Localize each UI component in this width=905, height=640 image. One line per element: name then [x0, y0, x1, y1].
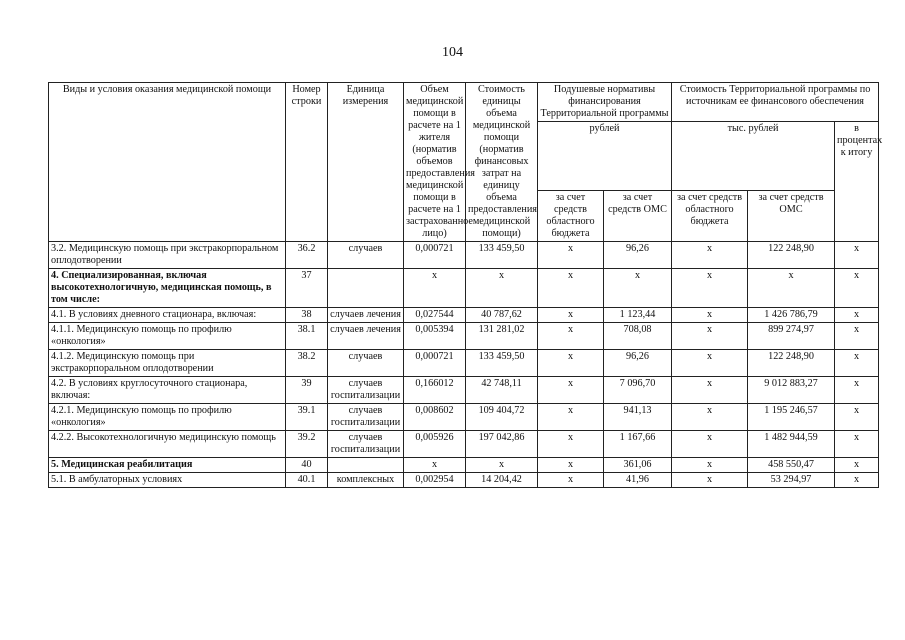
row-number: 40.1 [286, 473, 328, 488]
table-row [49, 242, 879, 269]
table-row [49, 350, 879, 377]
row-percent: х [835, 377, 879, 404]
row-per-capita-oms: 361,06 [604, 458, 672, 473]
header-oms-2: за счет средств ОМС [748, 191, 835, 242]
row-unit-cost: 197 042,86 [466, 431, 538, 458]
row-cost-oms: 1 482 944,59 [748, 431, 835, 458]
table-header [49, 83, 883, 242]
row-unit: случаев лечения [328, 308, 404, 323]
row-name: 4.2.2. Высокотехнологичную медицинскую помощь [49, 431, 286, 458]
row-per-capita-budget: х [538, 431, 604, 458]
row-name: 4.2.1. Медицинскую помощь по профилю «онкология» [49, 404, 286, 431]
row-unit: комплексных [328, 473, 404, 488]
row-volume: х [404, 269, 466, 308]
table-row [49, 458, 879, 473]
row-per-capita-budget: х [538, 323, 604, 350]
row-unit: случаев лечения [328, 323, 404, 350]
row-percent: х [835, 431, 879, 458]
row-per-capita-budget: х [538, 404, 604, 431]
row-cost-budget: х [672, 404, 748, 431]
row-cost-oms: 458 550,47 [748, 458, 835, 473]
row-volume: 0,008602 [404, 404, 466, 431]
row-per-capita-budget: х [538, 377, 604, 404]
row-name: 4.1. В условиях дневного стационара, включая: [49, 308, 286, 323]
row-name: 4. Специализированная, включая высокотехнологичную, медицинская помощь, в том числе: [49, 269, 286, 308]
row-cost-budget: х [672, 377, 748, 404]
row-unit [328, 269, 404, 308]
row-number: 40 [286, 458, 328, 473]
row-cost-budget: х [672, 458, 748, 473]
row-name: 3.2. Медицинскую помощь при экстракорпоральном оплодотворении [49, 242, 286, 269]
row-volume: 0,005926 [404, 431, 466, 458]
row-unit-cost: 42 748,11 [466, 377, 538, 404]
row-number: 36.2 [286, 242, 328, 269]
row-unit-cost: 40 787,62 [466, 308, 538, 323]
row-volume: х [404, 458, 466, 473]
header-row-number: Номер строки [286, 83, 328, 242]
row-per-capita-budget: х [538, 350, 604, 377]
row-per-capita-budget: х [538, 308, 604, 323]
header-percent: в процентах к итогу [835, 122, 879, 242]
row-unit-cost: 133 459,50 [466, 350, 538, 377]
row-unit-cost: 109 404,72 [466, 404, 538, 431]
row-per-capita-oms: 7 096,70 [604, 377, 672, 404]
header-unit-thousand-rubles: тыс. рублей [672, 122, 835, 191]
row-unit: случаев [328, 350, 404, 377]
row-per-capita-oms: 941,13 [604, 404, 672, 431]
row-cost-oms: 9 012 883,27 [748, 377, 835, 404]
row-percent: х [835, 269, 879, 308]
table-row [49, 269, 879, 308]
header-regional-budget-2: за счет средств областного бюджета [672, 191, 748, 242]
row-name: 4.1.1. Медицинскую помощь по профилю «онкология» [49, 323, 286, 350]
header-oms-1: за счет средств ОМС [604, 191, 672, 242]
row-volume: 0,166012 [404, 377, 466, 404]
row-percent: х [835, 308, 879, 323]
row-per-capita-oms: 41,96 [604, 473, 672, 488]
row-volume: 0,000721 [404, 242, 466, 269]
row-cost-oms: 1 426 786,79 [748, 308, 835, 323]
table-body [49, 242, 879, 488]
row-cost-budget: х [672, 269, 748, 308]
table-row [49, 308, 879, 323]
table-row [49, 323, 879, 350]
row-cost-oms: 53 294,97 [748, 473, 835, 488]
row-volume: 0,005394 [404, 323, 466, 350]
row-unit-cost: 131 281,02 [466, 323, 538, 350]
table-row [49, 377, 879, 404]
header-unit-rubles: рублей [538, 122, 672, 191]
row-percent: х [835, 458, 879, 473]
row-name: 4.1.2. Медицинскую помощь при экстракорпоральном оплодотворении [49, 350, 286, 377]
row-volume: 0,027544 [404, 308, 466, 323]
row-per-capita-oms: 96,26 [604, 350, 672, 377]
row-per-capita-budget: х [538, 473, 604, 488]
row-number: 38 [286, 308, 328, 323]
row-number: 39.1 [286, 404, 328, 431]
row-volume: 0,002954 [404, 473, 466, 488]
row-per-capita-budget: х [538, 269, 604, 308]
row-percent: х [835, 323, 879, 350]
row-cost-budget: х [672, 473, 748, 488]
row-per-capita-oms: 1 123,44 [604, 308, 672, 323]
header-per-capita: Подушевые нормативы финансирования Территориальной программы [538, 83, 672, 122]
row-unit-cost: х [466, 458, 538, 473]
table-row [49, 473, 879, 488]
row-number: 39.2 [286, 431, 328, 458]
row-unit: случаев госпитализации [328, 431, 404, 458]
row-name: 5.1. В амбулаторных условиях [49, 473, 286, 488]
row-cost-oms: 122 248,90 [748, 242, 835, 269]
row-unit-cost: 14 204,42 [466, 473, 538, 488]
row-percent: х [835, 404, 879, 431]
row-percent: х [835, 242, 879, 269]
row-number: 37 [286, 269, 328, 308]
row-cost-budget: х [672, 431, 748, 458]
row-unit: случаев госпитализации [328, 404, 404, 431]
row-cost-budget: х [672, 323, 748, 350]
financing-table [48, 82, 883, 488]
row-volume: 0,000721 [404, 350, 466, 377]
row-per-capita-budget: х [538, 458, 604, 473]
header-program-cost: Стоимость Территориальной программы по источникам ее финансового обеспечения [672, 83, 879, 122]
header-unit-cost: Стоимость единицы объема медицинской помощи (норматив финансовых затрат на единицу объема предоставления медицинской помощи) [466, 83, 538, 242]
row-per-capita-oms: 96,26 [604, 242, 672, 269]
row-number: 38.1 [286, 323, 328, 350]
row-cost-budget: х [672, 308, 748, 323]
row-per-capita-budget: х [538, 242, 604, 269]
row-unit-cost: 133 459,50 [466, 242, 538, 269]
row-unit-cost: х [466, 269, 538, 308]
row-number: 38.2 [286, 350, 328, 377]
row-cost-oms: 122 248,90 [748, 350, 835, 377]
row-cost-budget: х [672, 350, 748, 377]
row-percent: х [835, 350, 879, 377]
row-number: 39 [286, 377, 328, 404]
row-unit: случаев госпитализации [328, 377, 404, 404]
row-cost-oms: 899 274,97 [748, 323, 835, 350]
row-name: 5. Медицинская реабилитация [49, 458, 286, 473]
header-regional-budget-1: за счет средств областного бюджета [538, 191, 604, 242]
header-unit: Единица измерения [328, 83, 404, 242]
page-number: 104 [442, 45, 463, 60]
row-name: 4.2. В условиях круглосуточного стационара, включая: [49, 377, 286, 404]
row-per-capita-oms: х [604, 269, 672, 308]
row-cost-oms: 1 195 246,57 [748, 404, 835, 431]
row-cost-oms: х [748, 269, 835, 308]
row-unit [328, 458, 404, 473]
row-per-capita-oms: 708,08 [604, 323, 672, 350]
header-volume: Объем медицинской помощи в расчете на 1 жителя (норматив объемов предоставления медицинской помощи в расчете на 1 застрахованное лицо) [404, 83, 466, 242]
header-kind: Виды и условия оказания медицинской помощи [49, 83, 286, 242]
row-percent: х [835, 473, 879, 488]
table-row [49, 431, 879, 458]
row-per-capita-oms: 1 167,66 [604, 431, 672, 458]
row-cost-budget: х [672, 242, 748, 269]
table-row [49, 404, 879, 431]
row-unit: случаев [328, 242, 404, 269]
